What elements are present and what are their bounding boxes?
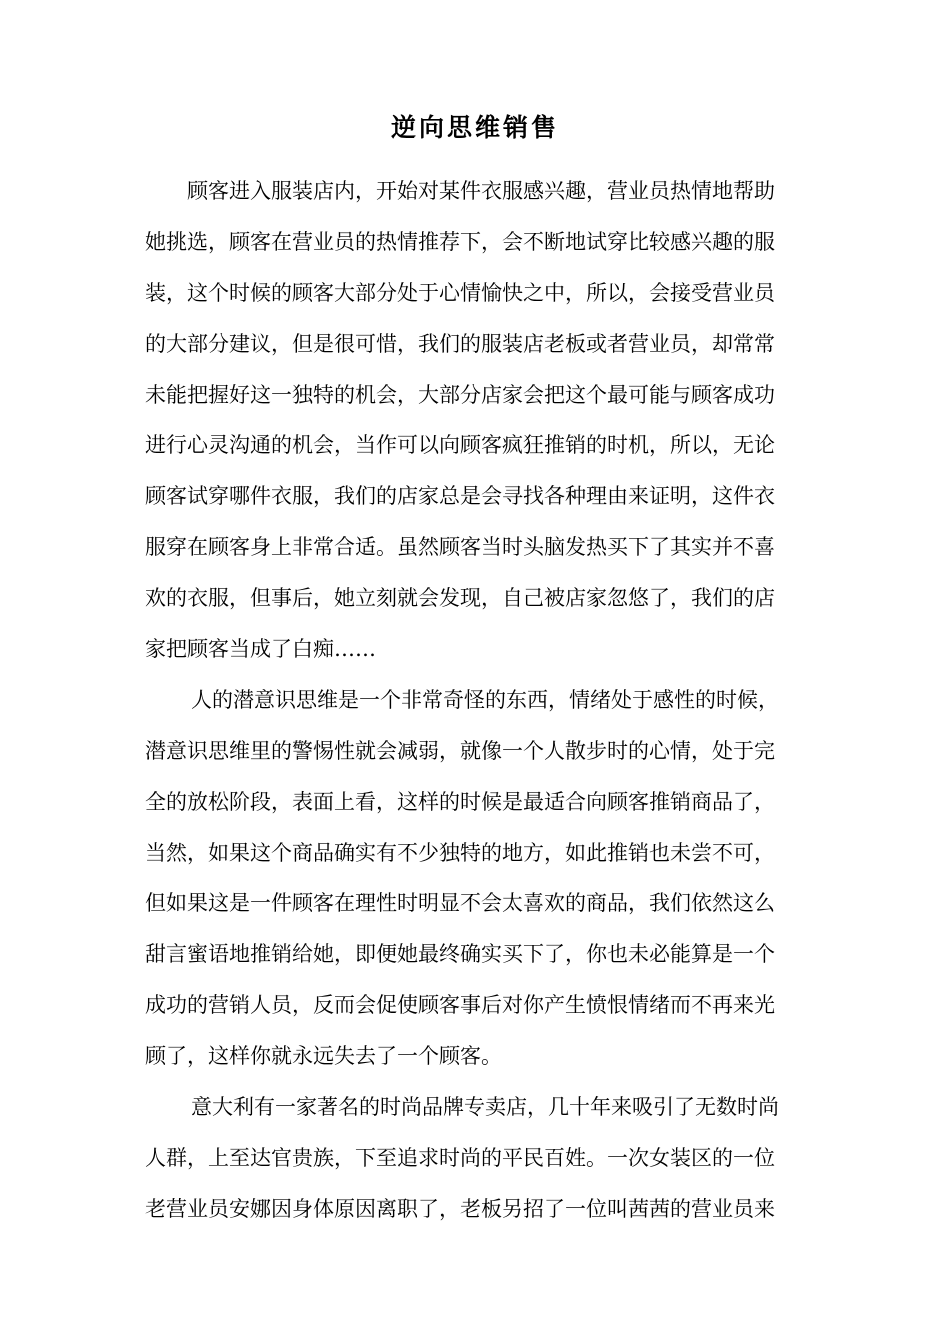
paragraph-1-line: 进行心灵沟通的机会，当作可以向顾客疯狂推销的时机，所以，无论 bbox=[145, 433, 775, 458]
paragraph-2-line: 顾了，这样你就永远失去了一个顾客。 bbox=[145, 1044, 502, 1069]
paragraph-1-line: 装，这个时候的顾客大部分处于心情愉快之中，所以，会接受营业员 bbox=[145, 280, 775, 305]
paragraph-3-line: 老营业员安娜因身体原因离职了，老板另招了一位叫茜茜的营业员来 bbox=[145, 1196, 775, 1221]
paragraph-1-line: 顾客进入服装店内，开始对某件衣服感兴趣，营业员热情地帮助 bbox=[187, 179, 775, 203]
document-body bbox=[145, 166, 810, 1235]
paragraph-1-line: 顾客试穿哪件衣服，我们的店家总是会寻找各种理由来证明，这件衣 bbox=[145, 484, 775, 509]
paragraph-1-line: 她挑选，顾客在营业员的热情推荐下，会不断地试穿比较感兴趣的服 bbox=[145, 229, 775, 254]
paragraph-2-line: 成功的营销人员，反而会促使顾客事后对你产生愤恨情绪而不再来光 bbox=[145, 993, 775, 1018]
paragraph-2-line: 甜言蜜语地推销给她，即便她最终确实买下了，你也未必能算是一个 bbox=[145, 942, 775, 967]
paragraph-1-line: 家把顾客当成了白痴…… bbox=[145, 637, 376, 662]
paragraph-2-line: 人的潜意识思维是一个非常奇怪的东西，情绪处于感性的时候， bbox=[191, 687, 779, 712]
paragraph-1-line: 的大部分建议，但是很可惜，我们的服装店老板或者营业员，却常常 bbox=[145, 331, 775, 356]
paragraph-3-line: 人群，上至达官贵族，下至追求时尚的平民百姓。一次女装区的一位 bbox=[145, 1145, 775, 1170]
paragraph-2-line: 但如果这是一件顾客在理性时明显不会太喜欢的商品，我们依然这么 bbox=[145, 891, 775, 916]
paragraph-1-line: 欢的衣服，但事后，她立刻就会发现，自己被店家忽悠了，我们的店 bbox=[145, 586, 775, 611]
document-title: 逆向思维销售 bbox=[390, 113, 559, 142]
paragraph-2-line: 潜意识思维里的警惕性就会减弱，就像一个人散步时的心情，处于完 bbox=[145, 738, 775, 763]
paragraph-3-line: 意大利有一家著名的时尚品牌专卖店，几十年来吸引了无数时尚 bbox=[191, 1095, 779, 1120]
paragraph-1-line: 服穿在顾客身上非常合适。虽然顾客当时头脑发热买下了其实并不喜 bbox=[145, 535, 775, 560]
paragraph-2-line: 全的放松阶段，表面上看，这样的时候是最适合向顾客推销商品了， bbox=[145, 789, 775, 814]
paragraph-1-line: 未能把握好这一独特的机会，大部分店家会把这个最可能与顾客成功 bbox=[145, 382, 775, 407]
paragraph-2-line: 当然，如果这个商品确实有不少独特的地方，如此推销也未尝不可， bbox=[145, 840, 775, 865]
